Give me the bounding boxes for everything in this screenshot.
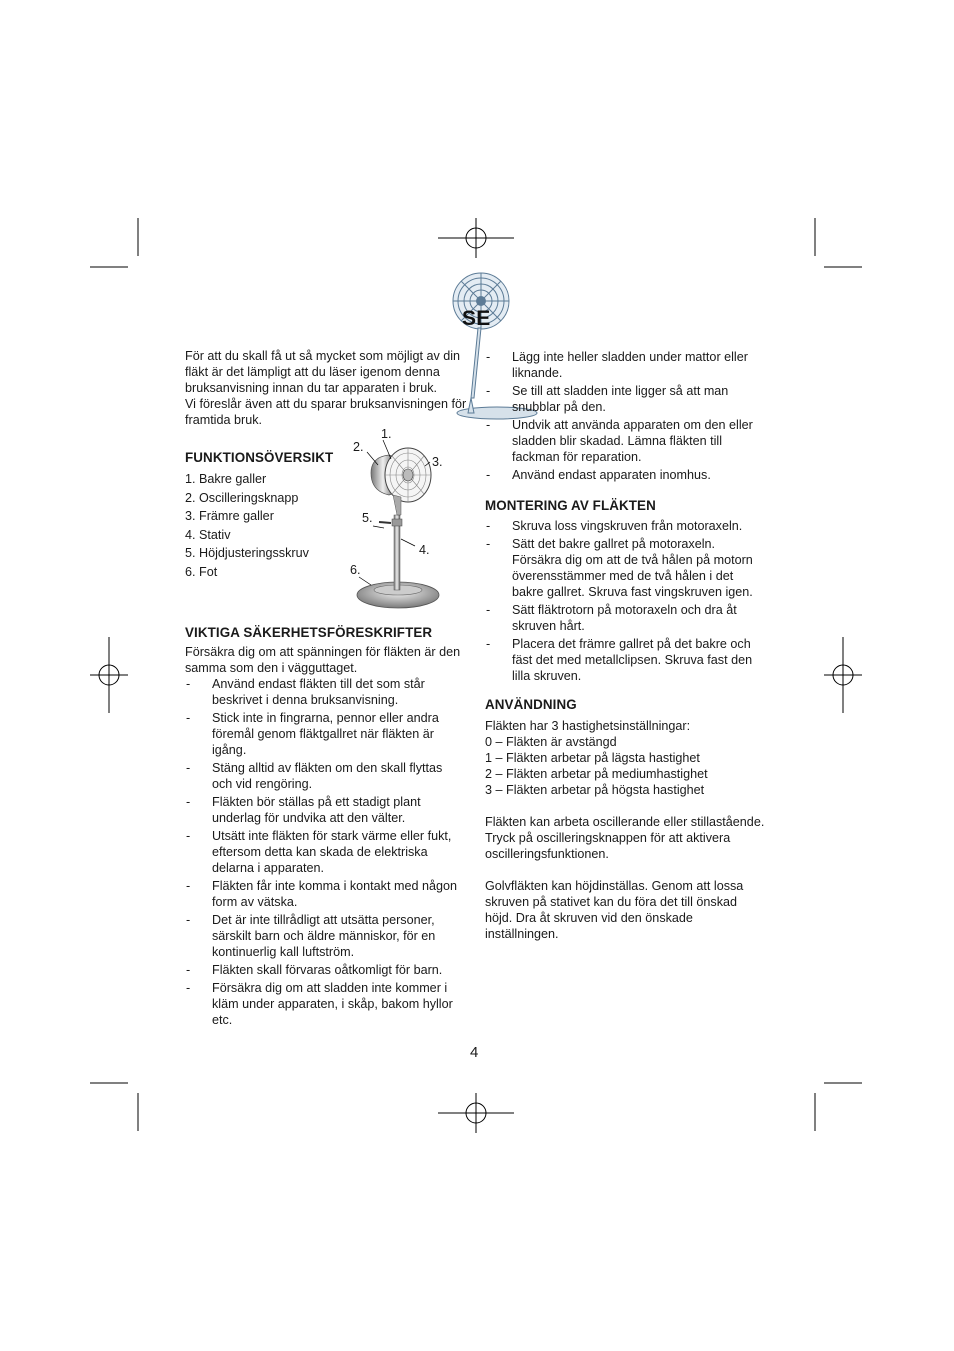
dash-bullet: -: [186, 980, 191, 995]
safety-item-line: Fläkten skall förvaras oåtkomligt för barn.: [212, 962, 443, 977]
safety-item: [185, 912, 485, 960]
height-line: skruven på stativet kan du föra det till önskad: [485, 895, 738, 909]
safety-item: [185, 676, 485, 708]
height-line: höjd. Dra åt skruven vid den önskade: [485, 911, 693, 925]
safety-item-line: Undvik att använda apparaten om den eller: [512, 418, 753, 432]
height-paragraph: [485, 878, 775, 942]
callout-6: 6.: [350, 563, 361, 577]
safety-intro: [185, 644, 485, 676]
assembly-item: [485, 602, 775, 634]
parts-list-item: 5. Höjdjusteringsskruv: [185, 546, 309, 561]
safety-item-line: form av vätska.: [212, 894, 298, 909]
safety-item-line: kontinuerlig kall luftström.: [212, 944, 355, 959]
intro-line: För att du skall få ut så mycket som möjligt av din: [185, 349, 461, 363]
dash-bullet: -: [486, 519, 491, 533]
dash-bullet: -: [186, 760, 191, 775]
dash-bullet: -: [486, 384, 491, 398]
callout-5: 5.: [362, 511, 373, 525]
registration-mark-left: [90, 637, 128, 713]
assembly-item-line: Försäkra dig om att de två hålen på motorn: [512, 553, 753, 567]
right-column: [485, 349, 775, 942]
safety-item: [185, 794, 485, 826]
speed-settings: [485, 718, 775, 798]
safety-item-line: igång.: [212, 742, 247, 757]
dash-bullet: -: [186, 676, 191, 691]
safety-item: [185, 980, 485, 1028]
safety-item-line: sladden blir skadad. Lämna fläkten till: [512, 434, 723, 448]
speed-line: 2 – Fläkten arbetar på mediumhastighet: [485, 767, 708, 781]
callout-2: 2.: [353, 440, 364, 454]
dash-bullet: -: [186, 878, 191, 893]
dash-bullet: -: [186, 710, 191, 725]
assembly-item-line: Skruva loss vingskruven från motoraxeln.: [512, 519, 743, 533]
intro-line: Vi föreslår även att du sparar bruksanvisningen för: [185, 397, 467, 411]
callout-1: 1.: [381, 427, 392, 441]
safety-item-line: Lägg inte heller sladden under mattor eller: [512, 350, 748, 364]
safety-item-line: etc.: [212, 1012, 233, 1027]
assembly-item-line: Sätt fläktrotorn på motoraxeln och dra åt: [512, 603, 737, 617]
dash-bullet: -: [486, 418, 491, 432]
safety-item-line: Fläkten bör ställas på ett stadigt plant: [212, 794, 421, 809]
overview-heading: FUNKTIONSÖVERSIKT: [185, 450, 334, 465]
safety-item-line: Försäkra dig om att sladden inte kommer i: [212, 980, 448, 995]
parts-list-item: 1. Bakre galler: [185, 472, 267, 486]
safety-item-line: kläm under apparaten, i skåp, bakom hyllor: [212, 996, 453, 1011]
speed-line: 0 – Fläkten är avstängd: [485, 735, 617, 749]
dash-bullet: -: [186, 912, 191, 927]
safety-item: [185, 828, 485, 876]
intro-line: framtida bruk.: [185, 413, 262, 427]
oscillation-line: Fläkten kan arbeta oscillerande eller stillastående.: [485, 815, 765, 829]
safety-item: [185, 878, 485, 910]
intro-line: fläkt är det lämpligt att du läser igenom denna: [185, 365, 440, 379]
parts-list-item: 4. Stativ: [185, 527, 231, 542]
registration-mark-top: [438, 218, 514, 258]
registration-mark-right: [824, 637, 862, 713]
safety-list-continued: [485, 349, 775, 483]
safety-item-line: och vid rengöring.: [212, 776, 313, 791]
parts-list-item: 3. Främre galler: [185, 509, 274, 524]
assembly-item-line: lilla skruven.: [512, 669, 582, 683]
registration-mark-bottom: [438, 1093, 514, 1133]
assembly-heading: MONTERING AV FLÄKTEN: [485, 498, 656, 513]
assembly-item: [485, 636, 775, 684]
safety-item-line: beskrivet i denna bruksanvisning.: [212, 692, 399, 707]
dash-bullet: -: [486, 468, 491, 482]
language-badge: SE: [462, 307, 491, 330]
assembly-list: [485, 518, 775, 684]
safety-item-line: liknande.: [512, 366, 563, 380]
safety-item-line: Se till att sladden inte ligger så att man: [512, 384, 729, 398]
safety-item: [485, 349, 775, 381]
safety-item-line: Fläkten får inte komma i kontakt med någon: [212, 878, 458, 893]
dash-bullet: -: [486, 637, 491, 651]
safety-intro-line: samma som den i vägguttaget.: [185, 660, 358, 675]
callout-3: 3.: [432, 455, 443, 469]
safety-item-line: särskilt barn och äldre människor, för en: [212, 928, 436, 943]
oscillation-paragraph: [485, 814, 775, 862]
safety-item-line: eftersom detta kan skada de elektriska: [212, 844, 428, 859]
assembly-item-line: skruven hårt.: [512, 619, 585, 633]
dash-bullet: -: [186, 828, 191, 843]
safety-item: [485, 467, 775, 483]
page-number: 4: [470, 1044, 479, 1061]
dash-bullet: -: [486, 350, 491, 364]
safety-item-line: Stäng alltid av fläkten om den skall flyttas: [212, 760, 443, 775]
intro-line: bruksanvisning innan du tar apparaten i bruk.: [185, 381, 438, 395]
safety-item: [485, 417, 775, 465]
safety-item: [185, 760, 485, 792]
dash-bullet: -: [186, 962, 191, 977]
safety-item-line: delarna i apparaten.: [212, 860, 325, 875]
safety-item-line: Utsätt inte fläkten för stark värme eller fukt,: [212, 828, 452, 843]
parts-list-item: 6. Fot: [185, 564, 218, 579]
oscillation-line: Tryck på oscilleringsknappen för att aktivera: [485, 831, 731, 845]
assembly-item-line: Sätt det bakre gallret på motoraxeln.: [512, 537, 716, 551]
safety-item: [185, 962, 485, 978]
safety-item-line: Använd endast apparaten inomhus.: [512, 468, 711, 482]
safety-item: [185, 710, 485, 758]
speed-line: 1 – Fläkten arbetar på lägsta hastighet: [485, 751, 700, 765]
safety-item-line: Det är inte tillrådligt att utsätta personer,: [212, 912, 435, 927]
assembly-item-line: fäst det med metallclipsen. Skruva fast den: [512, 653, 753, 667]
safety-item-line: snubblar på den.: [512, 400, 606, 414]
speed-line: Fläkten har 3 hastighetsinställningar:: [485, 719, 691, 733]
speed-line: 3 – Fläkten arbetar på högsta hastighet: [485, 783, 705, 797]
dash-bullet: -: [186, 794, 191, 809]
safety-item-line: fackman för reparation.: [512, 450, 642, 464]
assembly-item: [485, 518, 775, 534]
dash-bullet: -: [486, 537, 491, 551]
usage-heading: ANVÄNDNING: [485, 697, 577, 712]
oscillation-line: oscilleringsfunktionen.: [485, 847, 609, 861]
safety-item-line: underlag för undvika att den välter.: [212, 810, 406, 825]
height-line: Golvfläkten kan höjdinställas. Genom att lossa: [485, 879, 744, 893]
intro-paragraph: [185, 348, 485, 428]
assembly-item: [485, 536, 775, 600]
safety-item-line: Använd endast fläkten till det som står: [212, 676, 425, 691]
safety-intro-line: Försäkra dig om att spänningen för fläkten är den: [185, 644, 461, 659]
safety-item-line: Stick inte in fingrarna, pennor eller andra: [212, 710, 439, 725]
assembly-item-line: bakre gallret. Skruva fast vingskruven igen.: [512, 585, 753, 599]
safety-heading: VIKTIGA SÄKERHETSFÖRESKRIFTER: [185, 624, 433, 640]
safety-item: [485, 383, 775, 415]
dash-bullet: -: [486, 603, 491, 617]
assembly-item-line: överensstämmer med de två hålen i det: [512, 569, 734, 583]
callout-4: 4.: [419, 543, 430, 557]
safety-list: [185, 676, 485, 1028]
assembly-item-line: Placera det främre gallret på det bakre och: [512, 637, 751, 651]
safety-item-line: föremål genom fläktgallret när fläkten är: [212, 726, 434, 741]
parts-list-item: 2. Oscilleringsknapp: [185, 490, 299, 505]
height-line: inställningen.: [485, 927, 559, 941]
